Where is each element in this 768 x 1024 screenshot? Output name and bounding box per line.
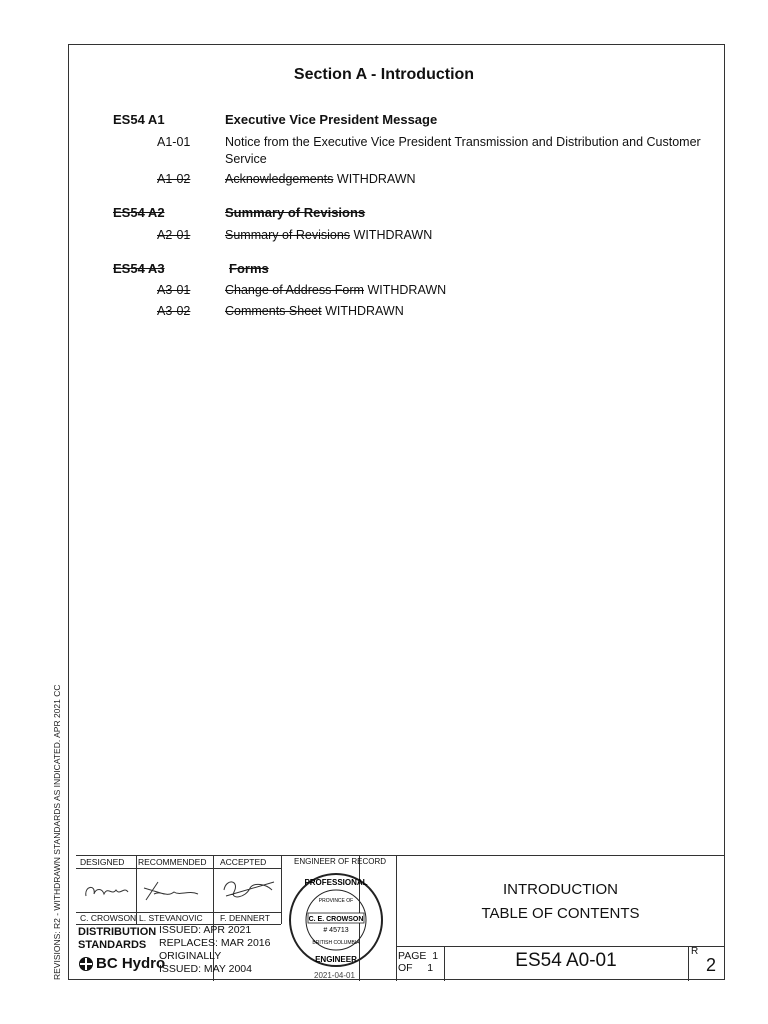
- item-text-a3-02: Comments Sheet WITHDRAWN: [225, 304, 404, 318]
- item-code-a3-01: A3-01: [157, 283, 191, 297]
- item-text-a1-01: Notice from the Executive Vice President Transmission and Distribution and Customer Service: [225, 135, 701, 166]
- accepted-name: F. DENNERT: [220, 913, 270, 923]
- recommended-name: L. STEVANOVIC: [139, 913, 203, 923]
- title-block: [76, 855, 725, 981]
- accepted-signature: [216, 872, 278, 908]
- item-code-a1-02: A1-02: [157, 172, 191, 186]
- revision-value: 2: [706, 955, 717, 975]
- designed-signature: [82, 874, 132, 908]
- recommended-label: RECOMMENDED: [138, 857, 207, 867]
- page-info: PAGE 1 OF 1: [398, 950, 439, 974]
- group-title-a2: Summary of Revisions: [225, 205, 366, 220]
- accepted-label: ACCEPTED: [220, 857, 267, 867]
- issue-info: ISSUED: APR 2021 REPLACES: MAR 2016 ORIGINALLY ISSUED: MAY 2004: [159, 924, 271, 975]
- seal-name: C. E. CROWSON: [308, 916, 364, 923]
- document-number: ES54 A0-01: [515, 950, 617, 971]
- item-code-a3-02: A3-02: [157, 304, 191, 318]
- document-title: INTRODUCTION TABLE OF CONTENTS: [481, 881, 640, 922]
- designed-name: C. CROWSON: [80, 913, 137, 923]
- svg-text:PROVINCE OF: PROVINCE OF: [318, 898, 354, 904]
- item-text-a2-01: Summary of Revisions WITHDRAWN: [225, 228, 433, 242]
- recommended-signature: [140, 874, 210, 908]
- svg-text:BRITISH COLUMBIA: BRITISH COLUMBIA: [312, 940, 360, 946]
- section-title: Section A - Introduction: [293, 66, 475, 83]
- item-code-a2-01: A2-01: [157, 228, 191, 242]
- group-title-a1: Executive Vice President Message: [225, 112, 438, 127]
- seal-date: 2021-04-01: [314, 971, 355, 980]
- seal-number: # 45713: [323, 927, 349, 934]
- bc-hydro-logo: BC Hydro: [78, 955, 165, 972]
- item-text-a3-01: Change of Address Form WITHDRAWN: [225, 283, 447, 297]
- revision-label: R: [691, 946, 699, 957]
- svg-text:PROFESSIONAL: PROFESSIONAL: [304, 878, 368, 887]
- svg-text:ENGINEER: ENGINEER: [315, 955, 357, 964]
- engineer-seal: [286, 870, 386, 970]
- item-code-a1-01: A1-01: [157, 135, 191, 149]
- group-code-a2: ES54 A2: [113, 205, 165, 220]
- engineer-label: ENGINEER OF RECORD: [294, 857, 387, 866]
- dist-standards-label: DISTRIBUTION STANDARDS: [78, 926, 157, 951]
- group-code-a3: ES54 A3: [113, 261, 165, 276]
- revisions-note: REVISIONS: R2 - WITHDRAWN STANDARDS AS INDICATED. APR 2021 CC: [52, 684, 62, 980]
- group-code-a1: ES54 A1: [113, 112, 165, 127]
- item-text-a1-02: Acknowledgements WITHDRAWN: [225, 172, 416, 186]
- group-title-a3: Forms: [229, 261, 269, 276]
- designed-label: DESIGNED: [80, 857, 125, 867]
- bc-hydro-icon: [78, 956, 94, 972]
